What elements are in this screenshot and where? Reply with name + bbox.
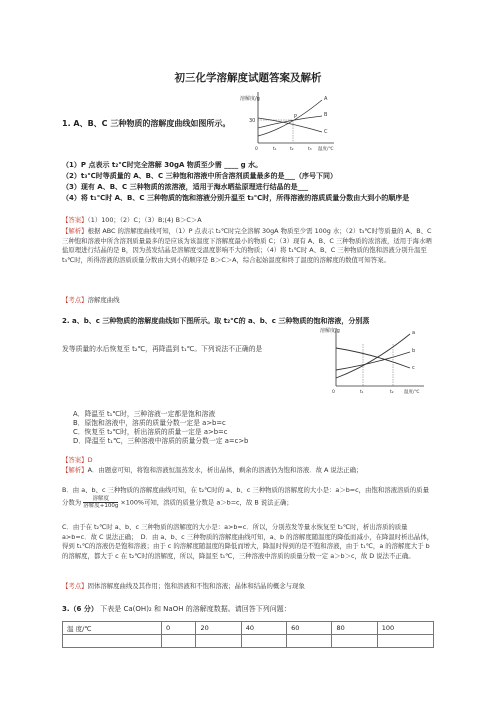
table-header-cell: 温 度/℃ <box>63 622 162 635</box>
q1-analysis <box>62 227 434 265</box>
q1-answer <box>62 216 434 226</box>
q1-sub-3: （3）现有 A、B、C 三种物质的浓溶液，适用于海水晒盐原理进行结晶的是___ <box>62 183 309 191</box>
q2-analysis-2 <box>62 486 434 509</box>
q2-answer <box>62 456 434 466</box>
q1-point <box>62 296 434 306</box>
q2-point-text: 固体溶解度曲线及其作用；饱和溶液和不饱和溶液；晶体和结晶的概念与现象 <box>87 582 305 590</box>
q3-heading <box>62 604 442 614</box>
table-cell: 0 <box>162 622 196 635</box>
q1-sub-4: （4）将 t₁℃时 A、B、C 三种物质的饱和溶液分别升温至 t₃℃时，所得溶液的溶质质量分数由大到小的顺序是 <box>62 194 410 202</box>
q1-heading: 1. A、B、C 三种物质的溶解度曲线如图所示。 <box>62 119 231 128</box>
curve-q2-b <box>336 352 410 370</box>
q1-point-text: 溶解度曲线 <box>87 296 120 304</box>
q2-analysis-text-2b: ×100%可知，溶质的质量分数是 a＞b=c，故 B 说法正确； <box>120 498 293 507</box>
q1-point-tag: 【考点】 <box>62 296 88 304</box>
q2-option-d: D．降温至 t₁℃，三种溶液中溶质的质量分数一定 a=c>b <box>73 437 249 445</box>
solute-fraction <box>83 496 118 509</box>
q2-solubility-graph <box>318 324 428 396</box>
table-cell: 20 <box>196 622 241 635</box>
q1-y-label: 溶解度/g <box>240 96 260 102</box>
q1-y-val: 30 <box>249 118 256 124</box>
q1-answer-text: （1）100；（2）C；（3）B;(4) B＞C＞A <box>87 216 202 224</box>
fraction-numerator: 溶解度 <box>83 496 118 503</box>
q2-x-label: 温度/℃ <box>404 390 420 395</box>
q2-analysis-tag: 【解析】 <box>62 466 88 474</box>
q2-analysis-text-2a: B．由 a、b、c 三种物质的溶解度曲线可知，在 t₂℃时的 a、b、c 三种物质的溶解度的大小是：a＞b=c，由饱和溶液溶质的质量分数为 <box>62 486 429 507</box>
q2-x-tick-1: t₁ <box>360 390 364 395</box>
q1-x-label: 温度/℃ <box>318 147 334 152</box>
q1-label-a: A <box>324 96 328 102</box>
q2-y-label: 溶解度/g <box>320 328 340 334</box>
q2-answer-tag: 【答案】 <box>62 456 88 464</box>
q2-heading-2: 发等质量的水后恢复至 t₂℃，再降温到 t₁℃。下列说法不正确的是 <box>62 345 263 353</box>
q2-option-b: B．原饱和溶液中，溶质的质量分数一定是 a>b=c <box>73 419 226 427</box>
q1-analysis-tag: 【解析】 <box>62 227 88 235</box>
q2-analysis-3: C．由于在 t₂℃时 a、b、c 三种物质的溶解度的大小是：a>b=c．所以，分别蒸发等量水恢复至 t₂℃时，析出溶质的质量 a>b=c．故 C 说法正确； D．由 a、b、c 三种物质的溶解度曲线可知，a、b 的溶解度随温度的降低而减小，在降温时析出晶体，得到 t₁℃的溶液仍是饱和溶液；由于 c 的溶解度随温度的降低而增大，降温时得到的是不饱和溶液，由于 t₁℃，a 的溶解度大于 b 的溶解度，都大于 c 在 t₂℃时的溶解度，所以，降温至 t₁℃，三种溶液中溶质的质量分数一定 a＞b＞c，故 D 说法不正确。 <box>62 523 434 560</box>
q2-label-b: b <box>412 348 416 354</box>
q1-solubility-graph <box>238 88 338 152</box>
table-cell: 40 <box>241 622 286 635</box>
q2-point <box>62 582 434 592</box>
q2-analysis-1 <box>62 466 434 476</box>
table-cell: 60 <box>287 622 332 635</box>
q1-x-tick-1: t₁ <box>273 147 277 152</box>
q3-text: 下表是 Ca(OH)₂ 和 NaOH 的溶解度数据。请回答下列问题： <box>100 605 291 613</box>
q2-label-a: a <box>412 330 416 336</box>
q1-sub-2: （2）t₃℃时等质量的 A、B、C 三种饱和溶液中所含溶剂质量最多的是___（序号下同） <box>62 172 338 180</box>
q2-answer-text: D <box>87 456 93 464</box>
q1-label-b: B <box>324 112 328 118</box>
q2-x-tick-2: t₂ <box>390 390 394 395</box>
q1-label-p: P <box>294 114 298 120</box>
q2-point-tag: 【考点】 <box>62 582 88 590</box>
q3-number: 3.（6 分） <box>62 605 98 613</box>
q2-option-c: C．恢复至 t₂℃时，析出溶质的质量一定是 a>b=c <box>73 428 228 436</box>
q1-analysis-text: 根据 ABC 的溶解度曲线可知，（1）P 点表示 t₂℃时完全溶解 30gA 物质至少需 100g 水；（2）t₃℃时等质量的 A、B、C 三种饱和溶液中所含溶剂质量最多的是应该为该温度下溶解度最小的物质 C；（3）现有 A、B、C 三种物质的浓溶液，适用于海水晒盐原理进行结晶的是 B，因为蒸发结晶是溶解度受温度影响不大的物质；（4）将 t₁℃时 A、B、C 三种物质的饱和溶液分别升温至 t₃℃时，所得溶液的溶质质量分数由大到小的顺序是 B＞C＞A，综合起始温度和终了温度的溶解度的数值可知答案。 <box>62 227 432 264</box>
q1-x-tick-3: t₃ <box>308 147 312 152</box>
q2-label-c: c <box>412 365 415 371</box>
table-cell: 100 <box>377 622 433 635</box>
q2-analysis-text-1: A．由题意可知，将饱和溶液恒温蒸发水，析出晶体，剩余的溶液仍为饱和溶液．故 A 说法正确； <box>87 466 363 474</box>
q1-x-tick-2: t₂ <box>290 147 294 152</box>
document-title: 初三化学溶解度试题答案及解析 <box>174 72 322 84</box>
curve-a <box>258 100 322 136</box>
q1-x-tick-0: 0 <box>255 147 258 152</box>
q1-sub-1: （1）P 点表示 t₂℃时完全溶解 30gA 物质至少需 ____ g 水。 <box>62 161 263 169</box>
table-cell: 80 <box>332 622 377 635</box>
solubility-table <box>62 621 434 648</box>
q2-x-tick-0: 0 <box>332 390 335 395</box>
q1-label-c: C <box>324 129 328 135</box>
q2-heading: 2. a、b、c 三种物质的溶解度曲线如下图所示。取 t₂℃的 a、b、c 三种物质的饱和溶液，分别蒸 <box>62 317 370 325</box>
fraction-denominator: 溶解度+100g <box>83 502 119 509</box>
q2-option-a: A．降温至 t₁℃时，三种溶液一定都是饱和溶液 <box>73 410 216 418</box>
q1-answer-tag: 【答案】 <box>62 216 88 224</box>
table-row <box>63 622 434 635</box>
table-row <box>63 635 434 648</box>
curve-c <box>258 118 322 132</box>
